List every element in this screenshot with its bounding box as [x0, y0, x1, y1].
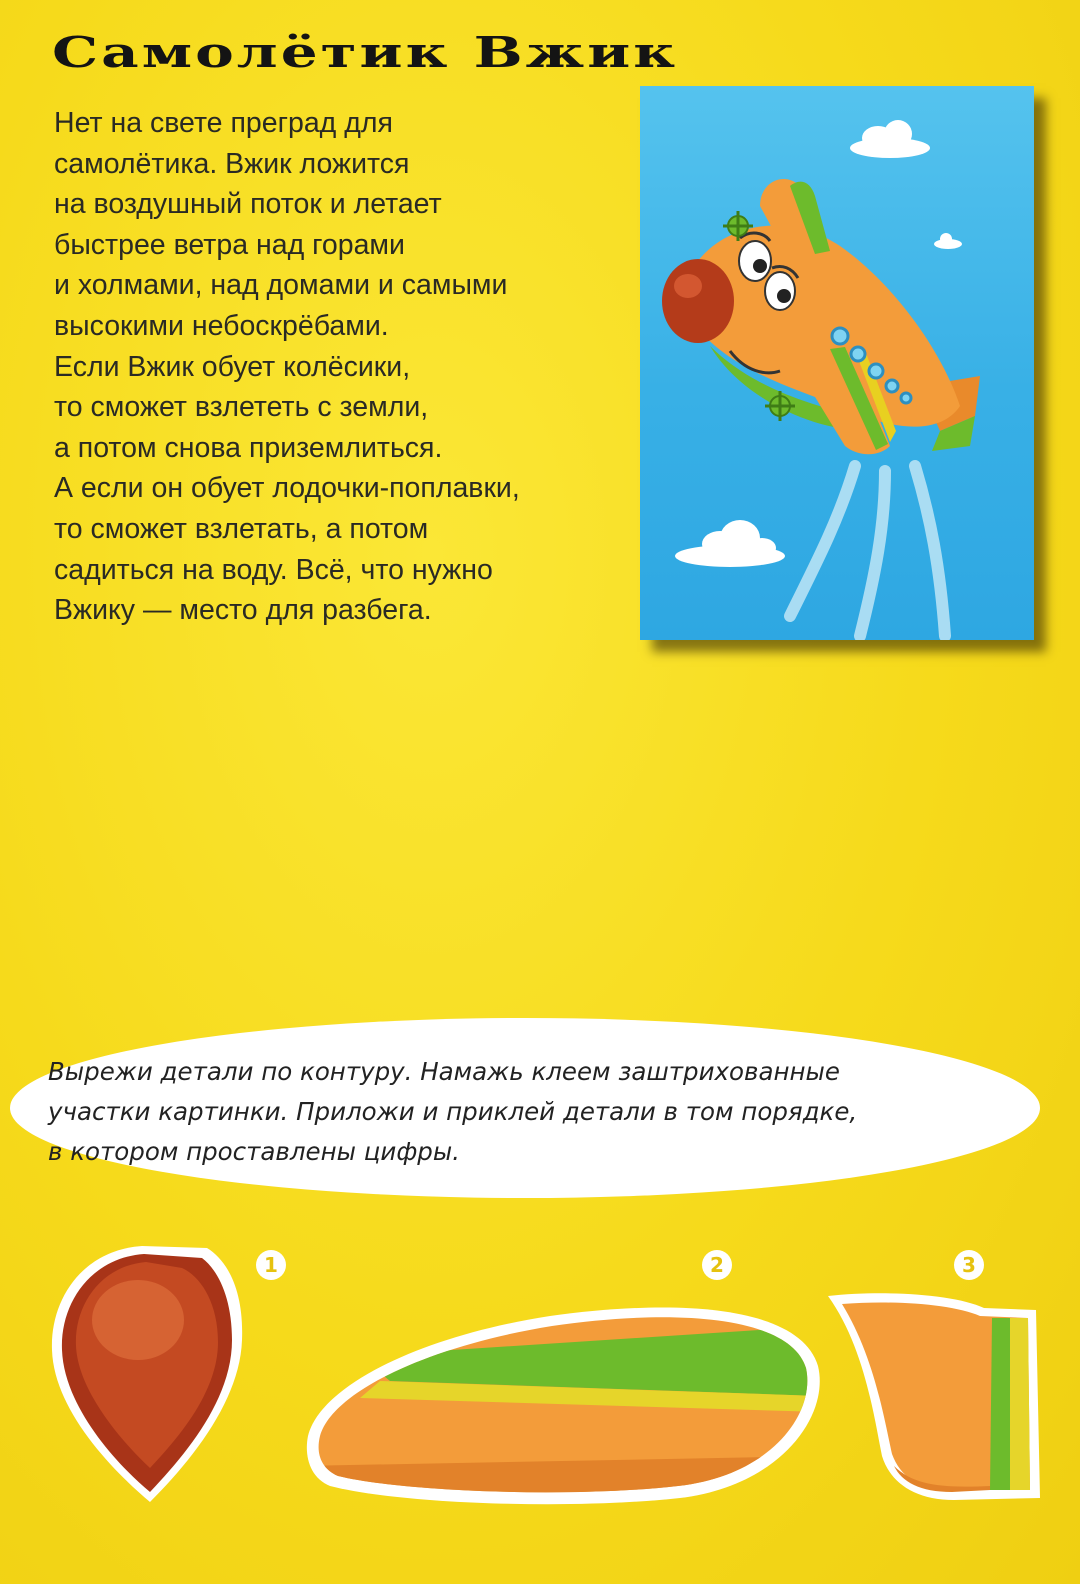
cutout-piece-tail[interactable]	[824, 1286, 1048, 1510]
instruction-text	[48, 1052, 1028, 1172]
wing-piece	[300, 1286, 824, 1510]
instruction-line: участки картинки. Приложи и приклей детали в том порядке,	[48, 1097, 858, 1126]
story-text	[54, 103, 614, 631]
cloud-small	[934, 233, 962, 249]
tail-piece	[824, 1286, 1048, 1510]
airplane-picture	[640, 86, 1034, 640]
story-line: садиться на воду. Всё, что нужно	[54, 553, 493, 586]
story-line: А если он обует лодочки-поплавки,	[54, 472, 520, 505]
cloud-bottom	[675, 520, 785, 567]
story-line: а потом снова приземлиться.	[54, 431, 443, 464]
story-line: на воздушный поток и летает	[54, 188, 442, 221]
page-title: Самолётик Вжик	[52, 28, 679, 77]
story-line: быстрее ветра над горами	[54, 228, 405, 261]
cutout-piece-nose[interactable]	[42, 1240, 250, 1508]
airplane-illustration	[640, 86, 1034, 640]
story-line: высокими небоскрёбами.	[54, 309, 389, 342]
vapor-trails	[790, 466, 945, 636]
story-line: и холмами, над домами и самыми	[54, 269, 508, 302]
nose-highlight	[674, 274, 702, 298]
nose-piece	[42, 1240, 250, 1508]
story-line: то сможет взлететь с земли,	[54, 391, 429, 424]
story-line: то сможет взлетать, а потом	[54, 512, 429, 545]
story-line: Вжику — место для разбега.	[54, 594, 432, 627]
piece-number-3: 3	[954, 1250, 984, 1280]
story-line: Если Вжик обует колёсики,	[54, 350, 411, 383]
story-line: Нет на свете преград для	[54, 107, 393, 139]
piece-number-2: 2	[702, 1250, 732, 1280]
instruction-line: в котором проставлены цифры.	[48, 1137, 460, 1166]
nose	[662, 259, 734, 343]
story-line: самолётика. Вжик ложится	[54, 147, 410, 180]
instruction-line: Вырежи детали по контуру. Намажь клеем заштрихованные	[48, 1057, 840, 1086]
cloud-top	[850, 120, 930, 158]
cutout-piece-wing[interactable]	[300, 1286, 824, 1510]
piece-number-1: 1	[256, 1250, 286, 1280]
